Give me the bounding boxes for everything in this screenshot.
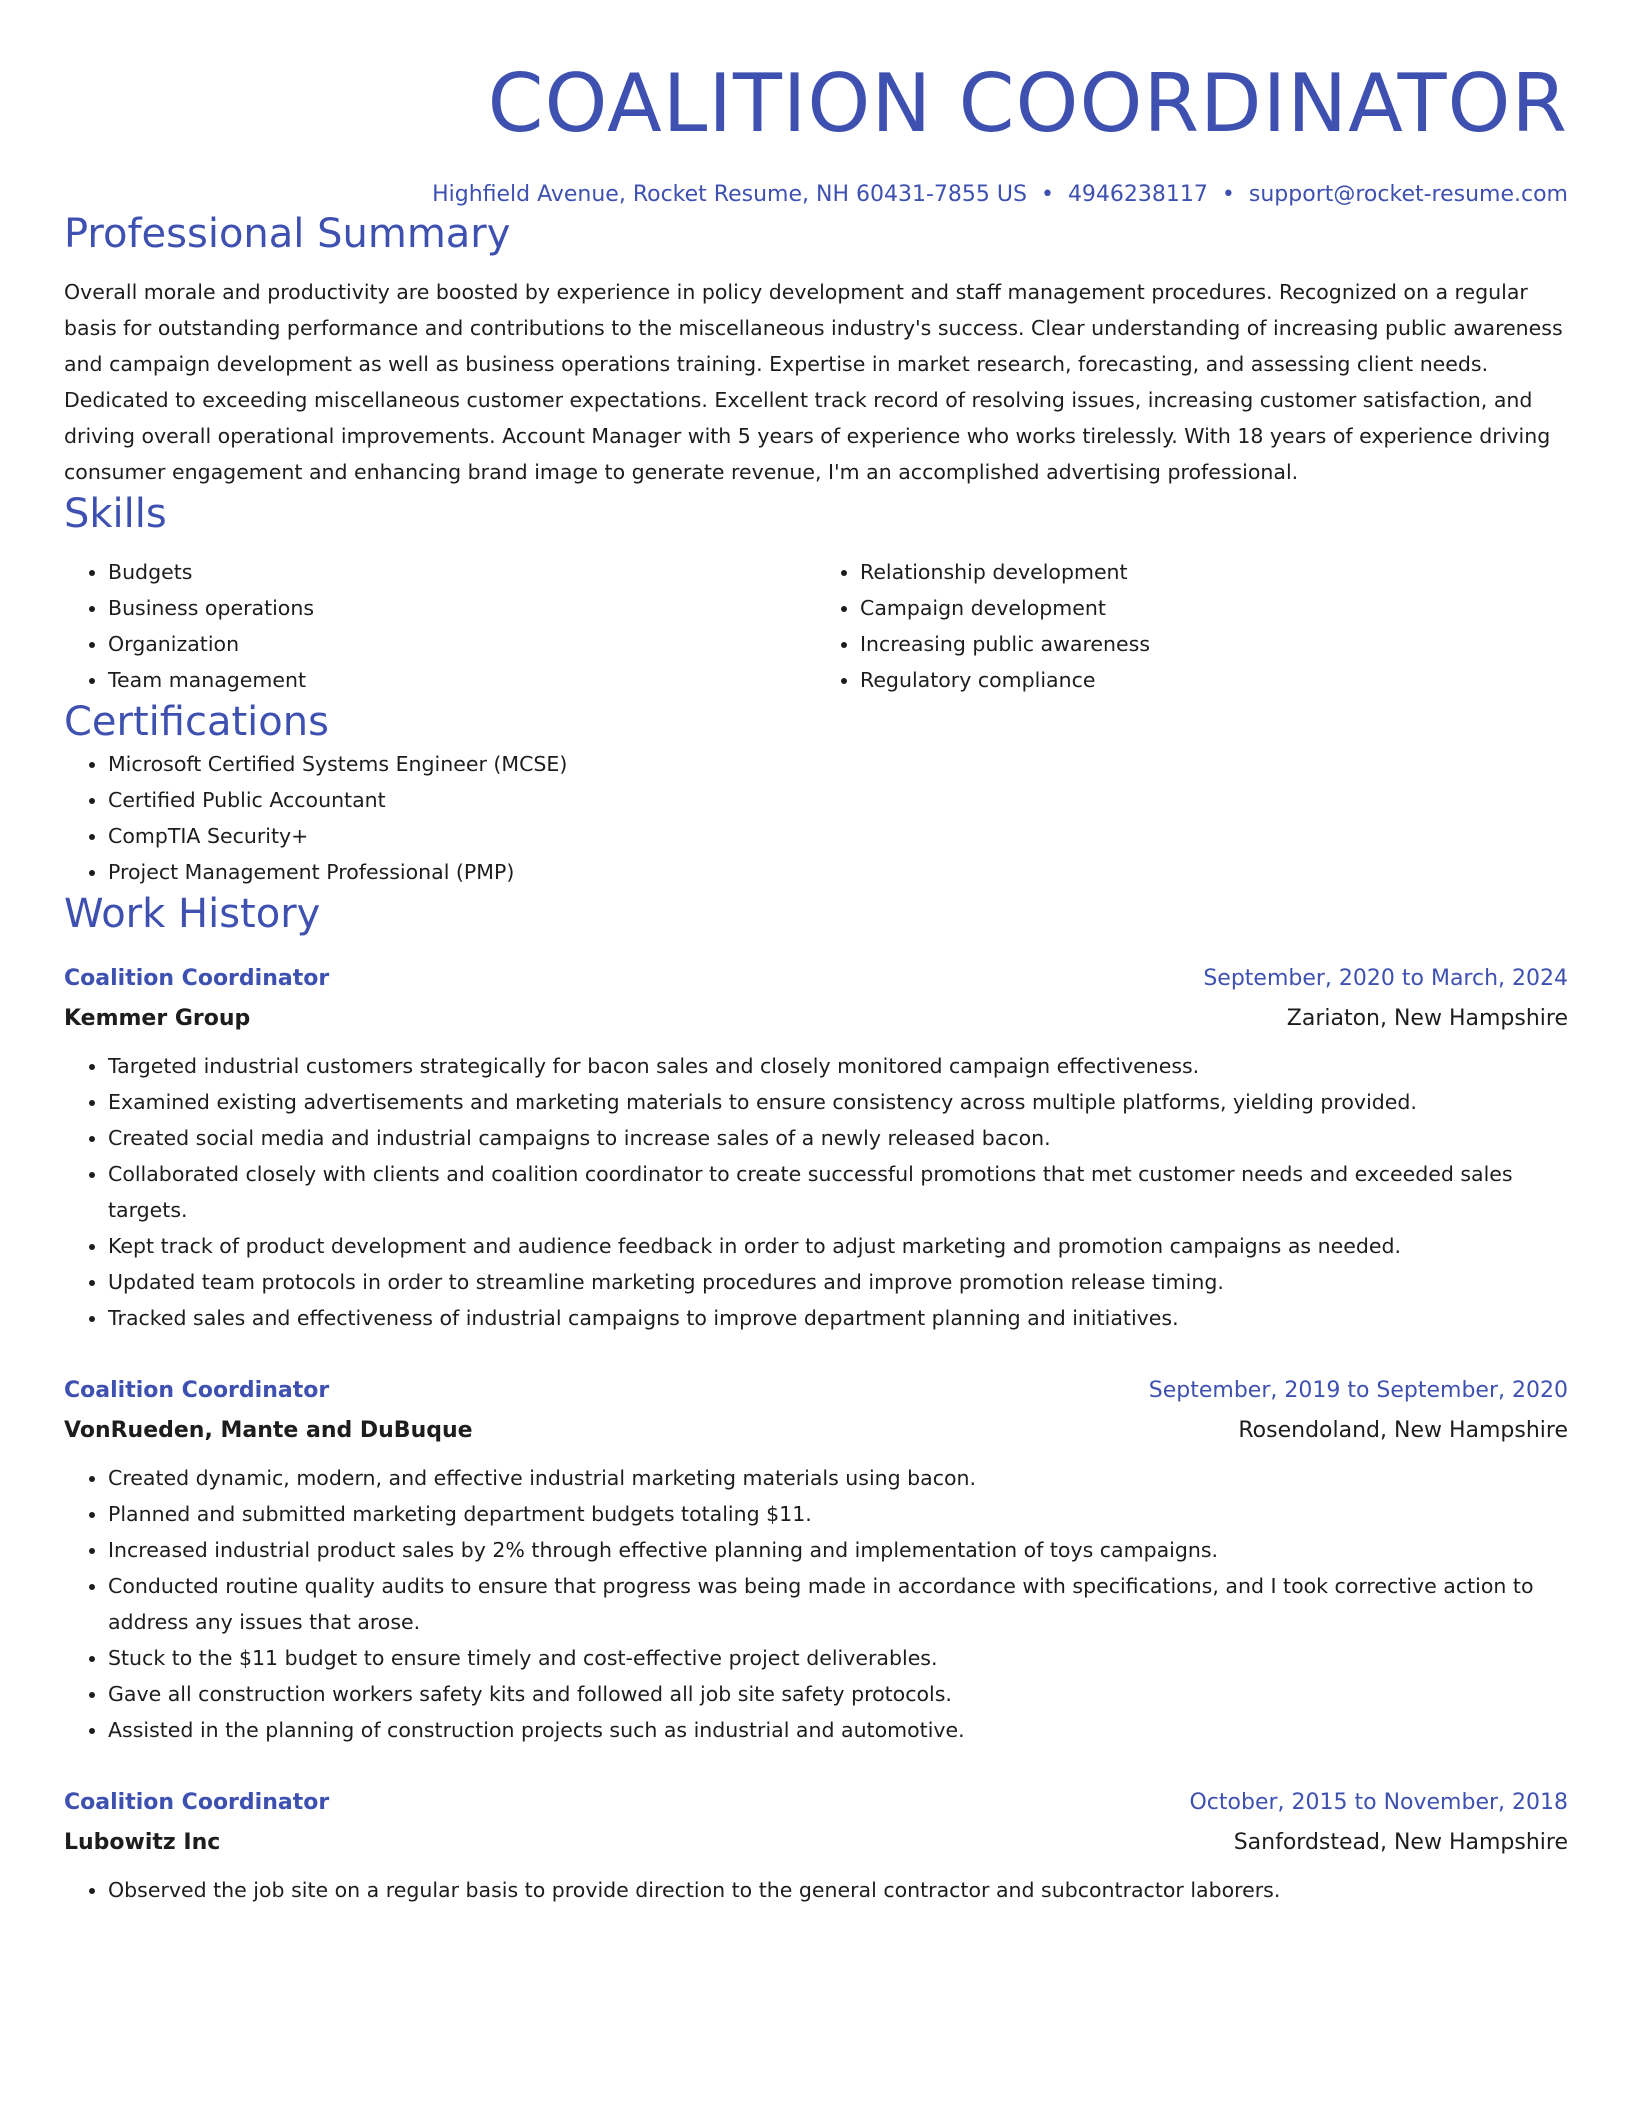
job-subheader <box>64 1004 1568 1034</box>
job-header <box>64 1788 1568 1818</box>
contact-address: Highfield Avenue, Rocket Resume, NH 60431-7855 US <box>432 182 1027 207</box>
job-bullet: • Targeted industrial customers strategically for bacon sales and closely monitored campaign effectiveness. <box>108 1048 1568 1084</box>
certifications-list <box>64 746 1568 890</box>
job-bullet: • Conducted routine quality audits to ensure that progress was being made in accordance with specifications, and I took corrective action to address any issues that arose. <box>108 1568 1568 1640</box>
skill-item: • Increasing public awareness <box>860 626 1568 662</box>
job-entry <box>64 1788 1568 1908</box>
contact-separator: • <box>1221 182 1235 207</box>
job-subheader <box>64 1828 1568 1858</box>
contact-email[interactable]: support@rocket-resume.com <box>1248 182 1568 207</box>
job-bullet: • Kept track of product development and audience feedback in order to adjust marketing and promotion campaigns as needed. <box>108 1228 1568 1264</box>
job-bullet: • Increased industrial product sales by 2% through effective planning and implementation of toys campaigns. <box>108 1532 1568 1568</box>
job-header <box>64 964 1568 994</box>
job-bullet: • Planned and submitted marketing department budgets totaling $11. <box>108 1496 1568 1532</box>
section-title-summary: Professional Summary <box>64 211 511 257</box>
job-company: VonRueden, Mante and DuBuque <box>64 1418 473 1443</box>
job-bullet: • Updated team protocols in order to streamline marketing procedures and improve promotion release timing. <box>108 1264 1568 1300</box>
section-title-certifications: Certifications <box>64 699 329 745</box>
skill-item: • Business operations <box>108 590 816 626</box>
job-title: Coalition Coordinator <box>64 1378 330 1403</box>
job-bullet: • Tracked sales and effectiveness of industrial campaigns to improve department planning and initiatives. <box>108 1300 1568 1336</box>
job-subheader <box>64 1416 1568 1446</box>
job-company: Kemmer Group <box>64 1006 251 1031</box>
contact-phone: 4946238117 <box>1067 182 1208 207</box>
job-bullet: • Created social media and industrial campaigns to increase sales of a newly released bacon. <box>108 1120 1568 1156</box>
skill-item: • Budgets <box>108 554 816 590</box>
job-title: Coalition Coordinator <box>64 1790 330 1815</box>
job-header <box>64 1376 1568 1406</box>
certification-item: • Project Management Professional (PMP) <box>108 854 1568 890</box>
certification-item: • Certified Public Accountant <box>108 782 1568 818</box>
job-bullet: • Observed the job site on a regular basis to provide direction to the general contractor and subcontractor laborers. <box>108 1872 1568 1908</box>
job-bullet: • Examined existing advertisements and marketing materials to ensure consistency across multiple platforms, yielding provided. <box>108 1084 1568 1120</box>
job-bullet: • Gave all construction workers safety kits and followed all job site safety protocols. <box>108 1676 1568 1712</box>
resume-name: COALITION COORDINATOR <box>487 57 1568 150</box>
skill-item: • Team management <box>108 662 816 698</box>
contact-separator: • <box>1040 182 1054 207</box>
job-company: Lubowitz Inc <box>64 1830 221 1855</box>
job-location: Zariaton, New Hampshire <box>1286 1006 1568 1031</box>
section-title-work-history: Work History <box>64 891 321 937</box>
job-entry <box>64 964 1568 1336</box>
certification-item: • Microsoft Certified Systems Engineer (MCSE) <box>108 746 1568 782</box>
skills-column-right <box>816 554 1568 698</box>
job-bullet: • Created dynamic, modern, and effective industrial marketing materials using bacon. <box>108 1460 1568 1496</box>
job-bullet: • Stuck to the $11 budget to ensure timely and cost-effective project deliverables. <box>108 1640 1568 1676</box>
job-bullet: • Assisted in the planning of construction projects such as industrial and automotive. <box>108 1712 1568 1748</box>
job-dates: September, 2020 to March, 2024 <box>1203 966 1568 991</box>
skills-column-left <box>64 554 816 698</box>
job-dates: October, 2015 to November, 2018 <box>1189 1790 1568 1815</box>
job-title: Coalition Coordinator <box>64 966 330 991</box>
job-bullets <box>64 1872 1568 1908</box>
job-bullets <box>64 1048 1568 1336</box>
job-dates: September, 2019 to September, 2020 <box>1148 1378 1568 1403</box>
skill-item: • Relationship development <box>860 554 1568 590</box>
skill-item: • Organization <box>108 626 816 662</box>
skills-list <box>64 554 1568 698</box>
job-entry <box>64 1376 1568 1748</box>
skill-item: • Campaign development <box>860 590 1568 626</box>
job-bullets <box>64 1460 1568 1748</box>
skill-item: • Regulatory compliance <box>860 662 1568 698</box>
section-title-skills: Skills <box>64 491 167 537</box>
certification-item: • CompTIA Security+ <box>108 818 1568 854</box>
job-location: Rosendoland, New Hampshire <box>1238 1418 1568 1443</box>
resume-page <box>64 0 1568 1908</box>
summary-text: Overall morale and productivity are boosted by experience in policy development and staff management procedures. Recognized on a regular basis for outstanding performance and contributions to the miscellaneous industry's success. Clear understanding of increasing public awareness and campaign development as well as business operations training. Expertise in market research, forecasting, and assessing client needs. Dedicated to exceeding miscellaneous customer expectations. Excellent track record of resolving issues, increasing customer satisfaction, and driving overall operational improvements. Account Manager with 5 years of experience who works tirelessly. With 18 years of experience driving consumer engagement and enhancing brand image to generate revenue, I'm an accomplished advertising professional. <box>64 280 1563 484</box>
job-location: Sanfordstead, New Hampshire <box>1233 1830 1568 1855</box>
job-bullet: • Collaborated closely with clients and coalition coordinator to create successful promotions that met customer needs and exceeded sales targets. <box>108 1156 1568 1228</box>
contact-line <box>64 180 1568 210</box>
